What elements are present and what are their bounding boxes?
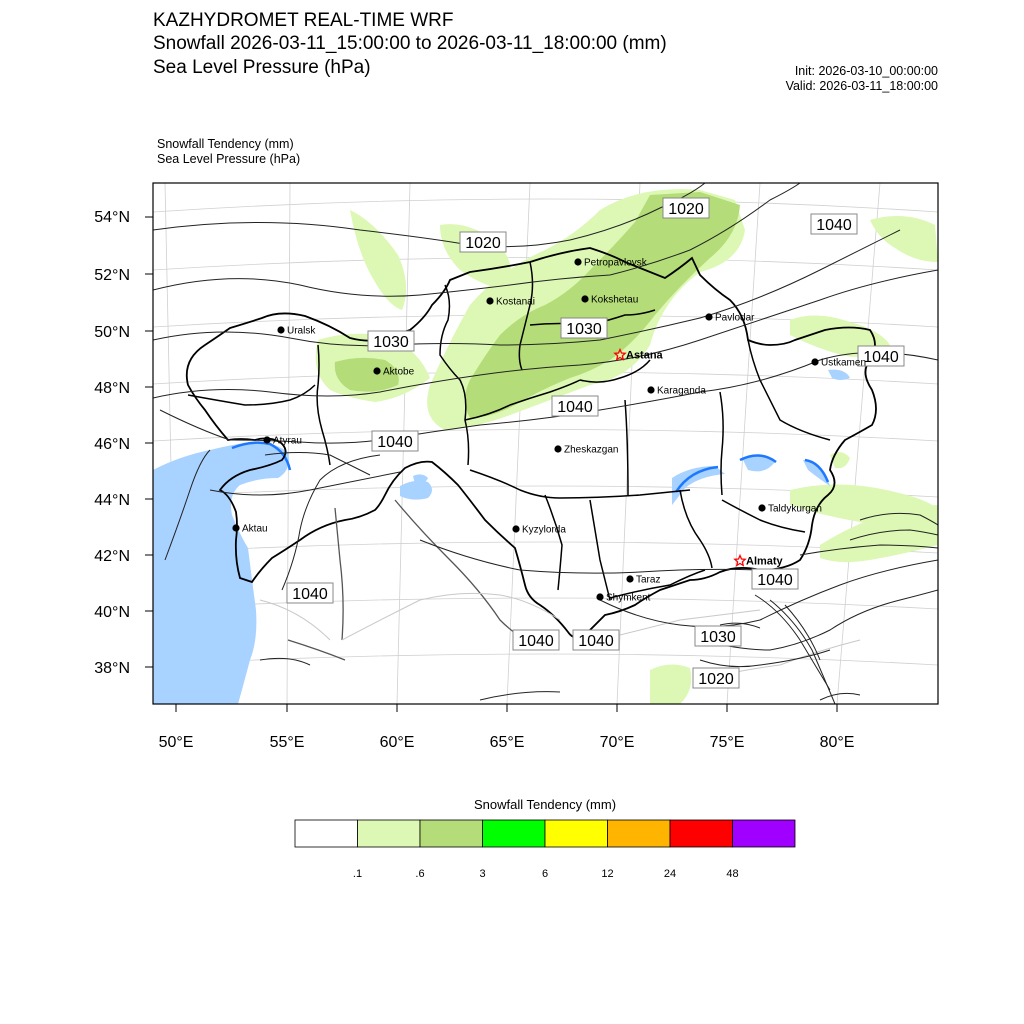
city-label: Ustkamen — [821, 357, 867, 369]
isobar-value-label: 1020 — [698, 671, 734, 688]
city-dot-icon — [232, 524, 239, 531]
isobar-value-label: 1020 — [668, 201, 704, 218]
legend-color-box — [733, 820, 796, 847]
isobar-value-label: 1040 — [557, 399, 593, 416]
city-dot-icon — [574, 258, 581, 265]
legend-color-box — [608, 820, 671, 847]
city-label: Karaganda — [657, 385, 706, 397]
city-dot-icon — [263, 436, 270, 443]
title-line-1: KAZHYDROMET REAL-TIME WRF — [153, 10, 454, 31]
isobar-value-label: 1040 — [518, 633, 554, 650]
city-label: Kostanai — [496, 296, 535, 308]
legend-tick-label: 3 — [479, 868, 486, 880]
isobar-value-label: 1040 — [377, 434, 413, 451]
city-dot-icon — [554, 445, 561, 452]
lon-label: 70°E — [599, 734, 635, 751]
init-time: Init: 2026-03-10_00:00:00 — [794, 64, 938, 78]
city-dot-icon — [647, 386, 654, 393]
legend-tick-label: 48 — [726, 868, 739, 880]
legend-color-box — [483, 820, 546, 847]
lat-label: 38°N — [94, 660, 130, 677]
city-label: Kokshetau — [591, 294, 639, 306]
city-label: Atyrau — [273, 435, 302, 447]
legend-tick-label: .1 — [352, 868, 363, 880]
legend-color-box — [420, 820, 483, 847]
legend-tick-label: 6 — [541, 868, 549, 880]
lat-ticks — [145, 217, 153, 667]
isobar-value-label: 1030 — [373, 334, 409, 351]
lat-label: 40°N — [94, 604, 130, 621]
city-label: Aktobe — [383, 366, 415, 378]
city-label: Taldykurgan — [768, 503, 822, 515]
city-dot-icon — [486, 297, 493, 304]
legend-colorbar — [295, 820, 795, 847]
field-label-snowfall: Snowfall Tendency (mm) — [157, 137, 294, 151]
isobar-value-label: 1030 — [566, 321, 602, 338]
city-dot-icon — [373, 367, 380, 374]
city-label: Kyzylorda — [522, 524, 566, 536]
lat-label: 44°N — [94, 492, 130, 509]
legend-color-box — [670, 820, 733, 847]
isobar-value-label: 1040 — [863, 349, 899, 366]
isobar-value-label: 1040 — [578, 633, 614, 650]
lon-ticks — [176, 704, 837, 712]
title-line-2: Snowfall 2026-03-11_15:00:00 to 2026-03-11_18:00:00 (mm) — [153, 33, 667, 54]
lon-label: 60°E — [379, 734, 415, 751]
city-label: Almaty — [746, 555, 783, 568]
legend-tick-label: 24 — [663, 868, 677, 880]
city-label: Astana — [626, 349, 663, 362]
lat-label: 48°N — [94, 380, 130, 397]
legend-title: Snowfall Tendency (mm) — [473, 797, 617, 812]
isobar-value-label: 1040 — [757, 572, 793, 589]
legend-tick-label: 12 — [601, 868, 614, 880]
lon-label: 80°E — [819, 734, 855, 751]
city-dot-icon — [581, 295, 588, 302]
isobar-value-label: 1020 — [465, 235, 501, 252]
field-label-pressure: Sea Level Pressure (hPa) — [157, 152, 301, 166]
city-dot-icon — [811, 358, 818, 365]
lat-label: 52°N — [94, 267, 130, 284]
title-line-3: Sea Level Pressure (hPa) — [153, 57, 371, 78]
lon-label: 50°E — [158, 734, 194, 751]
isobar-value-label: 1040 — [816, 217, 852, 234]
city-dot-icon — [596, 593, 603, 600]
city-label: Zheskazgan — [564, 444, 619, 456]
lon-label: 55°E — [269, 734, 305, 751]
legend-tick-label: .6 — [415, 868, 425, 880]
city-dot-icon — [758, 504, 765, 511]
valid-time: Valid: 2026-03-11_18:00:00 — [785, 79, 938, 93]
legend-tick-labels — [353, 868, 739, 880]
city-dot-icon — [626, 575, 633, 582]
lon-label-group — [159, 734, 855, 751]
city-label: Petropavlovsk — [584, 257, 647, 269]
lon-label: 75°E — [709, 734, 745, 751]
lat-label: 54°N — [94, 209, 130, 226]
city-label: Shymkent — [606, 592, 651, 604]
legend-color-box — [545, 820, 608, 847]
city-dot-icon — [705, 313, 712, 320]
city-label: Aktau — [242, 523, 268, 535]
city-label: Uralsk — [287, 325, 316, 337]
city-label: Taraz — [636, 574, 661, 586]
caspian-sea — [153, 442, 289, 704]
lon-label: 65°E — [489, 734, 525, 751]
lat-label-group — [94, 209, 130, 677]
city-dot-icon — [277, 326, 284, 333]
legend-color-box — [358, 820, 421, 847]
city-label: Pavlodar — [715, 312, 755, 324]
lat-label: 42°N — [94, 548, 130, 565]
map-content — [153, 183, 938, 704]
isobar-value-label: 1040 — [292, 586, 328, 603]
lat-label: 50°N — [94, 324, 130, 341]
lat-label: 46°N — [94, 436, 130, 453]
legend-color-box — [295, 820, 358, 847]
city-dot-icon — [512, 525, 519, 532]
isobar-value-label: 1030 — [700, 629, 736, 646]
